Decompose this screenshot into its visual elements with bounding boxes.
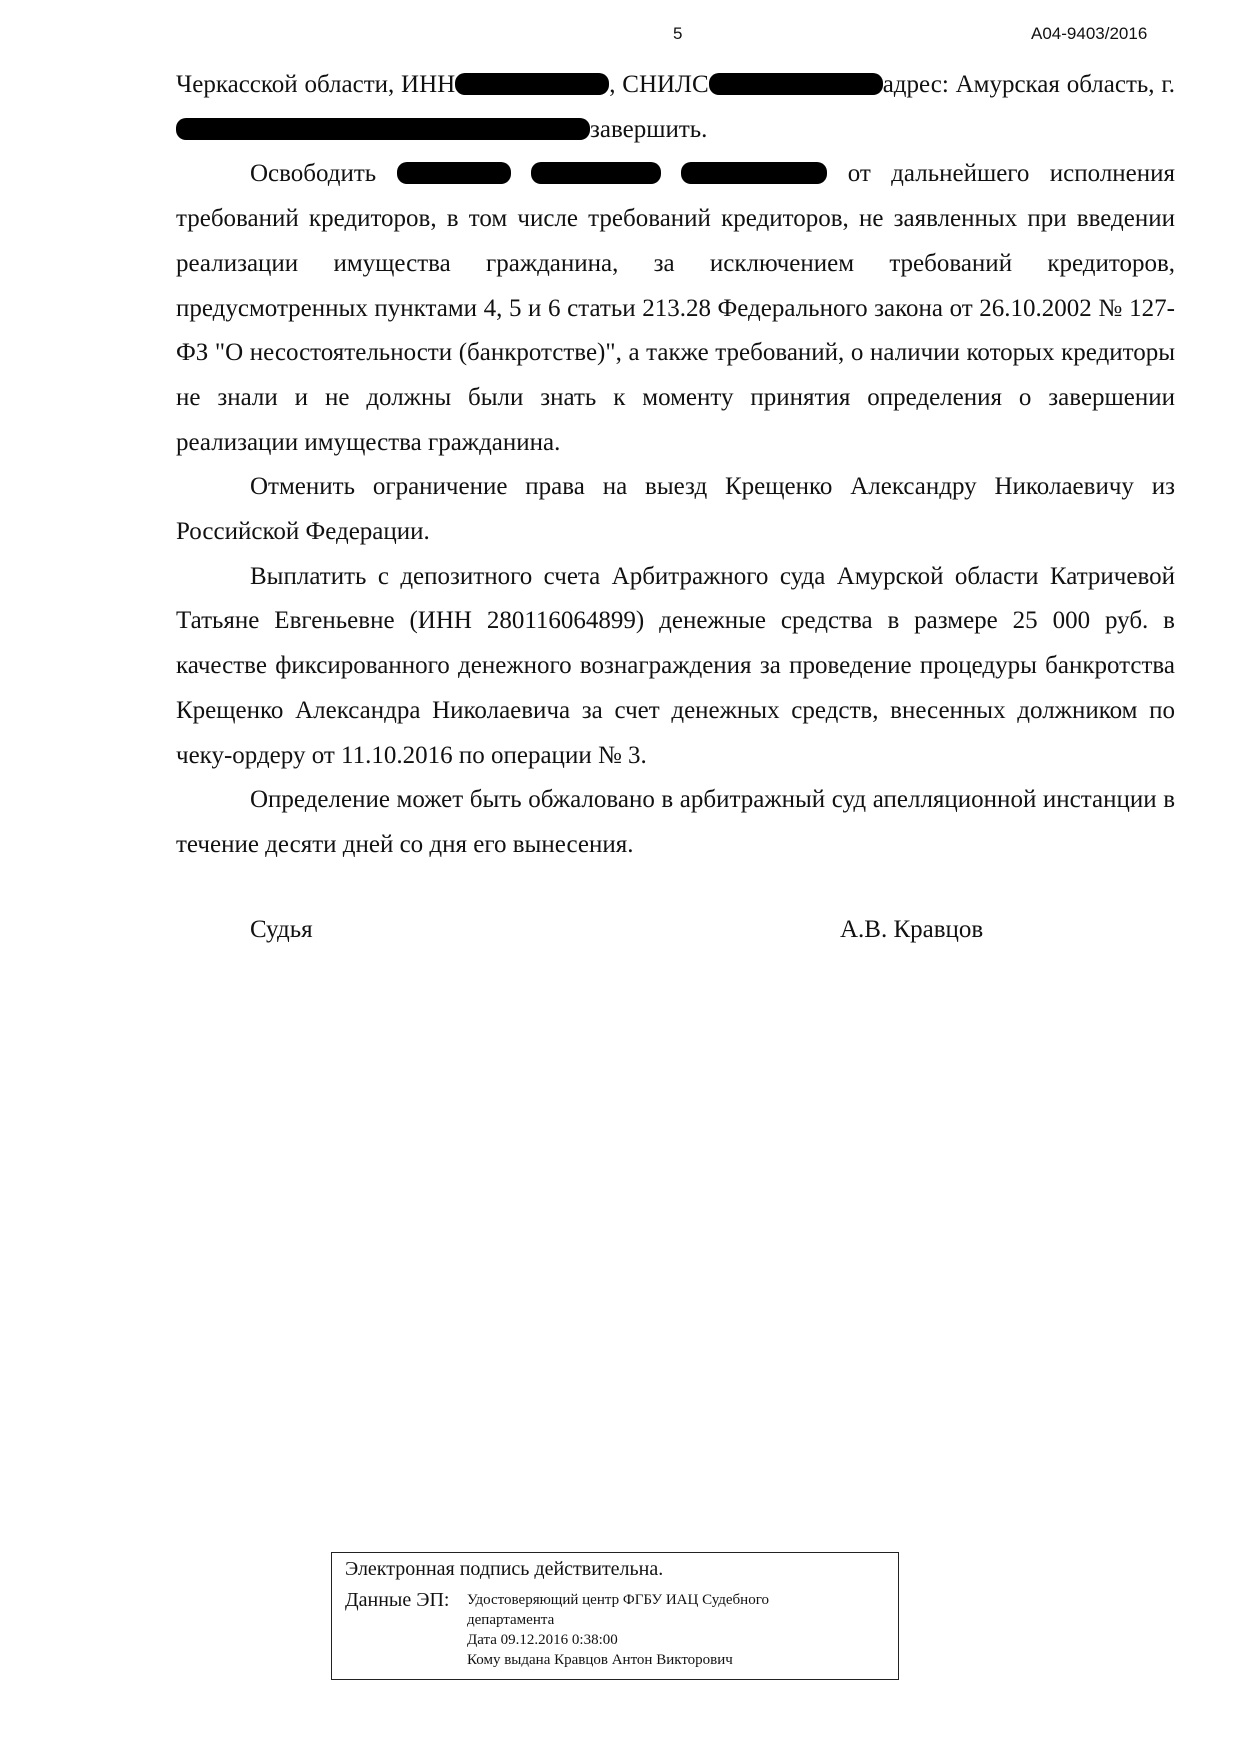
redaction-block bbox=[455, 73, 609, 95]
signature-role: Судья bbox=[250, 916, 313, 943]
e-signature-date: Дата 09.12.2016 0:38:00 bbox=[467, 1632, 618, 1648]
redaction-block bbox=[681, 162, 827, 184]
redaction-block bbox=[176, 118, 590, 140]
text-segment: Освободить bbox=[250, 160, 377, 188]
redaction-block bbox=[397, 162, 511, 184]
e-signature-issuer: Удостоверяющий центр ФГБУ ИАЦ Судебного bbox=[467, 1592, 769, 1608]
paragraph-payment: Выплатить с депозитного счета Арбитражного суда Амурской области Катричевой Татьяне Евгеньевне (ИНН 280116064899) денежные средства в размере 25 000 руб. в качестве фиксированного денежного вознаграждения за проведение процедуры банкротства Крещенко Александра Николаевича за счет денежных средств, внесенных должником по чеку-ордеру от 11.10.2016 по операции № 3. bbox=[176, 562, 1175, 769]
paragraph-travel-restriction: Отменить ограничение права на выезд Крещенко Александру Николаевичу из Российской Федерации. bbox=[176, 473, 1175, 546]
redaction-block bbox=[709, 73, 883, 95]
e-signature-owner: Кому выдана Кравцов Антон Викторович bbox=[467, 1652, 733, 1668]
case-number: А04-9403/2016 bbox=[1031, 24, 1148, 43]
e-signature-valid-text: Электронная подпись действительна. bbox=[345, 1558, 664, 1580]
page-number: 5 bbox=[673, 24, 683, 43]
e-signature-issuer-cont: департамента bbox=[467, 1612, 555, 1628]
e-signature-label: Данные ЭП: bbox=[345, 1589, 450, 1611]
document-body bbox=[176, 63, 1175, 868]
text-segment: адрес: Амурская область, г. bbox=[882, 71, 1176, 98]
paragraph-release bbox=[176, 152, 1175, 465]
redaction-block bbox=[531, 162, 661, 184]
e-signature-stamp bbox=[331, 1552, 899, 1680]
paragraph-appeal: Определение может быть обжаловано в арбитражный суд апелляционной инстанции в течение десяти дней со дня его вынесения. bbox=[176, 786, 1175, 858]
text-segment: от дальнейшего исполнения требований кредиторов, в том числе требований кредиторов, не заявленных при введении реализации имущества гражданина, за исключением требований кредиторов, предусмотренных пунктами 4, 5 и 6 статьи 213.28 Федерального закона от 26.10.2002 № 127-ФЗ "О несостоятельности (банкротстве)", а также требований, о наличии которых кредиторы не знали и не должны были знать к моменту принятия определения о завершении реализации имущества гражданина. bbox=[176, 160, 1176, 456]
text-segment: , СНИЛС bbox=[609, 71, 709, 98]
signature-name: А.В. Кравцов bbox=[840, 916, 984, 943]
paragraph-completion bbox=[176, 63, 1175, 152]
text-segment: Черкасской области, ИНН bbox=[176, 71, 456, 98]
text-segment: завершить. bbox=[590, 115, 708, 143]
